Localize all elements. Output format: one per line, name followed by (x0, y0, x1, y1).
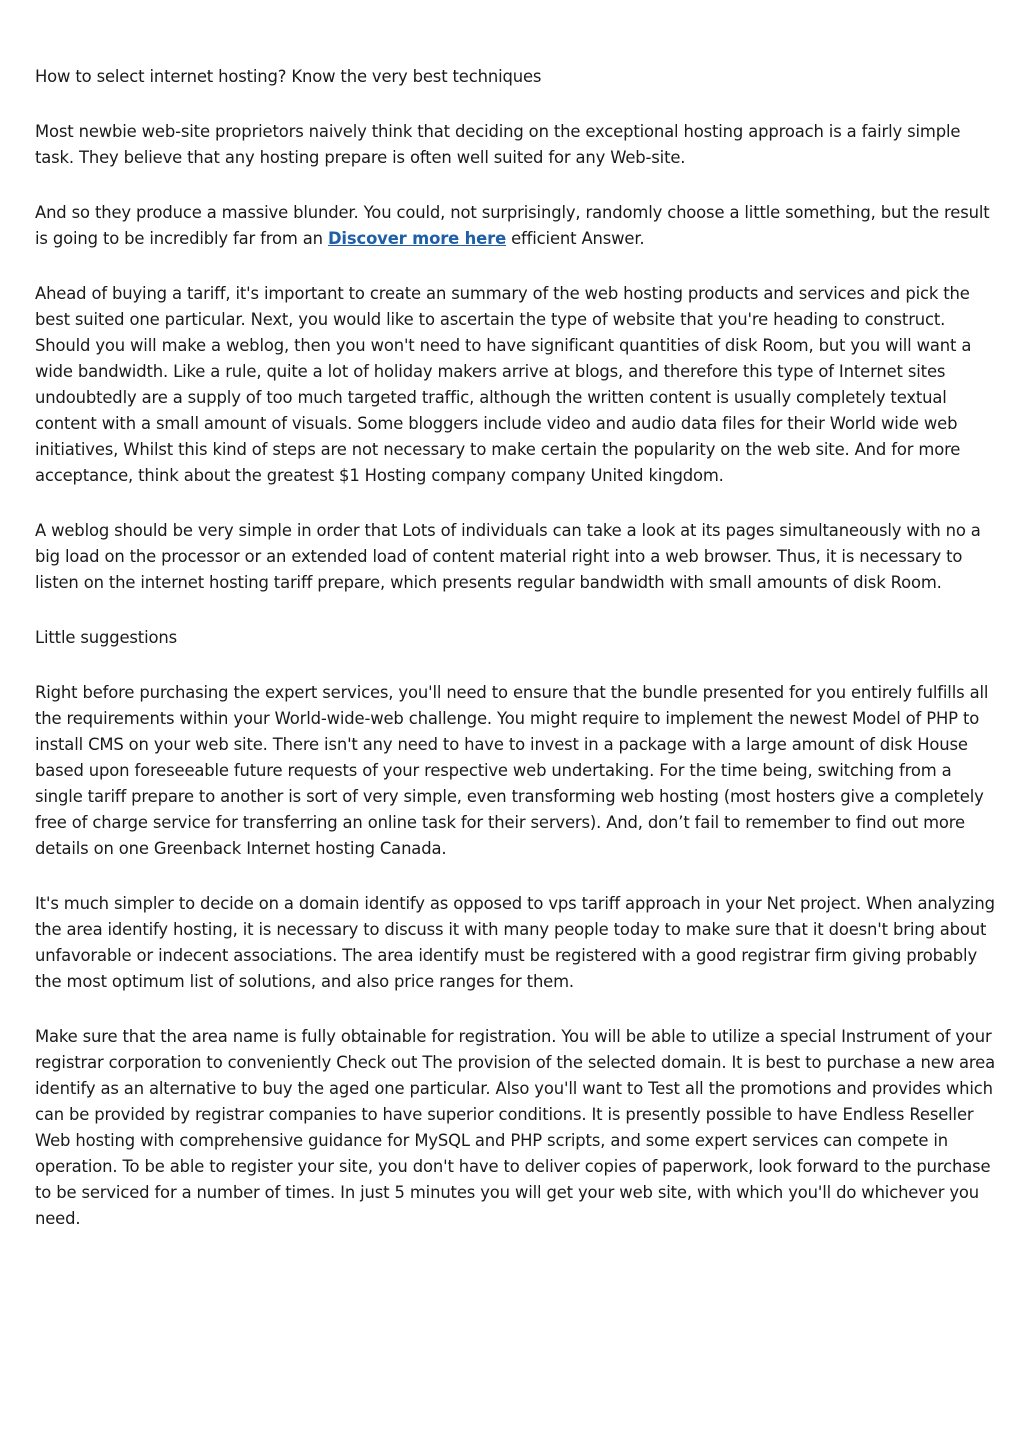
paragraph-text: And so they produce a massive blunder. You could, not surprisingly, randomly choose a little something, but the result is going to be incredibly far from an (35, 203, 990, 248)
paragraph-intro: Most newbie web-site proprietors naively think that deciding on the exceptional hosting approach is a fairly simple task. They believe that any hosting prepare is often well suited for any Web-site. (35, 122, 961, 167)
paragraph-weblog: A weblog should be very simple in order that Lots of individuals can take a look at its pages simultaneously with no a big load on the processor or an extended load of content material right into a web browser. Thus, it is necessary to listen on the internet hosting tariff prepare, which presents regular bandwidth with small amounts of disk Room. (35, 521, 981, 592)
paragraph-tariff: Ahead of buying a tariff, it's important to create an summary of the web hosting products and services and pick the best suited one particular. Next, you would like to ascertain the type of website that you're heading to construct. Should you will make a weblog, then you won't need to have significant quantities of disk Room, but you will want a wide bandwidth. Like a rule, quite a lot of holiday makers arrive at blogs, and therefore this type of Internet sites undoubtedly are a supply of too much targeted traffic, although the written content is usually completely textual content with a small amount of visuals. Some bloggers include video and audio data files for their World wide web initiatives, Whilst this kind of steps are not necessary to make certain the popularity on the web site. And for more acceptance, think about the greatest $1 Hosting company company United kingdom. (35, 284, 972, 485)
paragraph-services: Right before purchasing the expert services, you'll need to ensure that the bundle presented for you entirely fulfills all the requirements within your World-wide-web challenge. You might require to implement the newest Model of PHP to install CMS on your web site. There isn't any need to have to invest in a package with a large amount of disk House based upon foreseeable future requests of your respective web undertaking. For the time being, switching from a single tariff prepare to another is sort of very simple, even transforming web hosting (most hosters give a completely free of charge service for transferring an online task for their servers). And, don’t fail to remember to find out more details on one Greenback Internet hosting Canada. (35, 683, 989, 858)
paragraph-domain: It's much simpler to decide on a domain identify as opposed to vps tariff approach in your Net project. When analyzing the area identify hosting, it is necessary to discuss it with many people today to make sure that it doesn't bring about unfavorable or indecent associations. The area identify must be registered with a good registrar firm giving probably the most optimum list of solutions, and also price ranges for them. (35, 894, 995, 991)
paragraph-blunder (35, 200, 995, 252)
discover-more-link[interactable]: Discover more here (327, 229, 507, 248)
document-body (35, 64, 995, 1261)
document-title: How to select internet hosting? Know the very best techniques (35, 67, 542, 86)
paragraph-text: efficient Answer. (506, 229, 645, 248)
paragraph-registration: Make sure that the area name is fully obtainable for registration. You will be able to utilize a special Instrument of your registrar corporation to conveniently Check out The provision of the selected domain. It is best to purchase a new area identify as an alternative to buy the aged one particular. Also you'll want to Test all the promotions and provides which can be provided by registrar companies to have superior conditions. It is presently possible to have Endless Reseller Web hosting with comprehensive guidance for MySQL and PHP scripts, and some expert services can compete in operation. To be able to register your site, you don't have to deliver copies of paperwork, look forward to the purchase to be serviced for a number of times. In just 5 minutes you will get your web site, with which you'll do whichever you need. (35, 1027, 995, 1228)
subheading: Little suggestions (35, 628, 177, 647)
